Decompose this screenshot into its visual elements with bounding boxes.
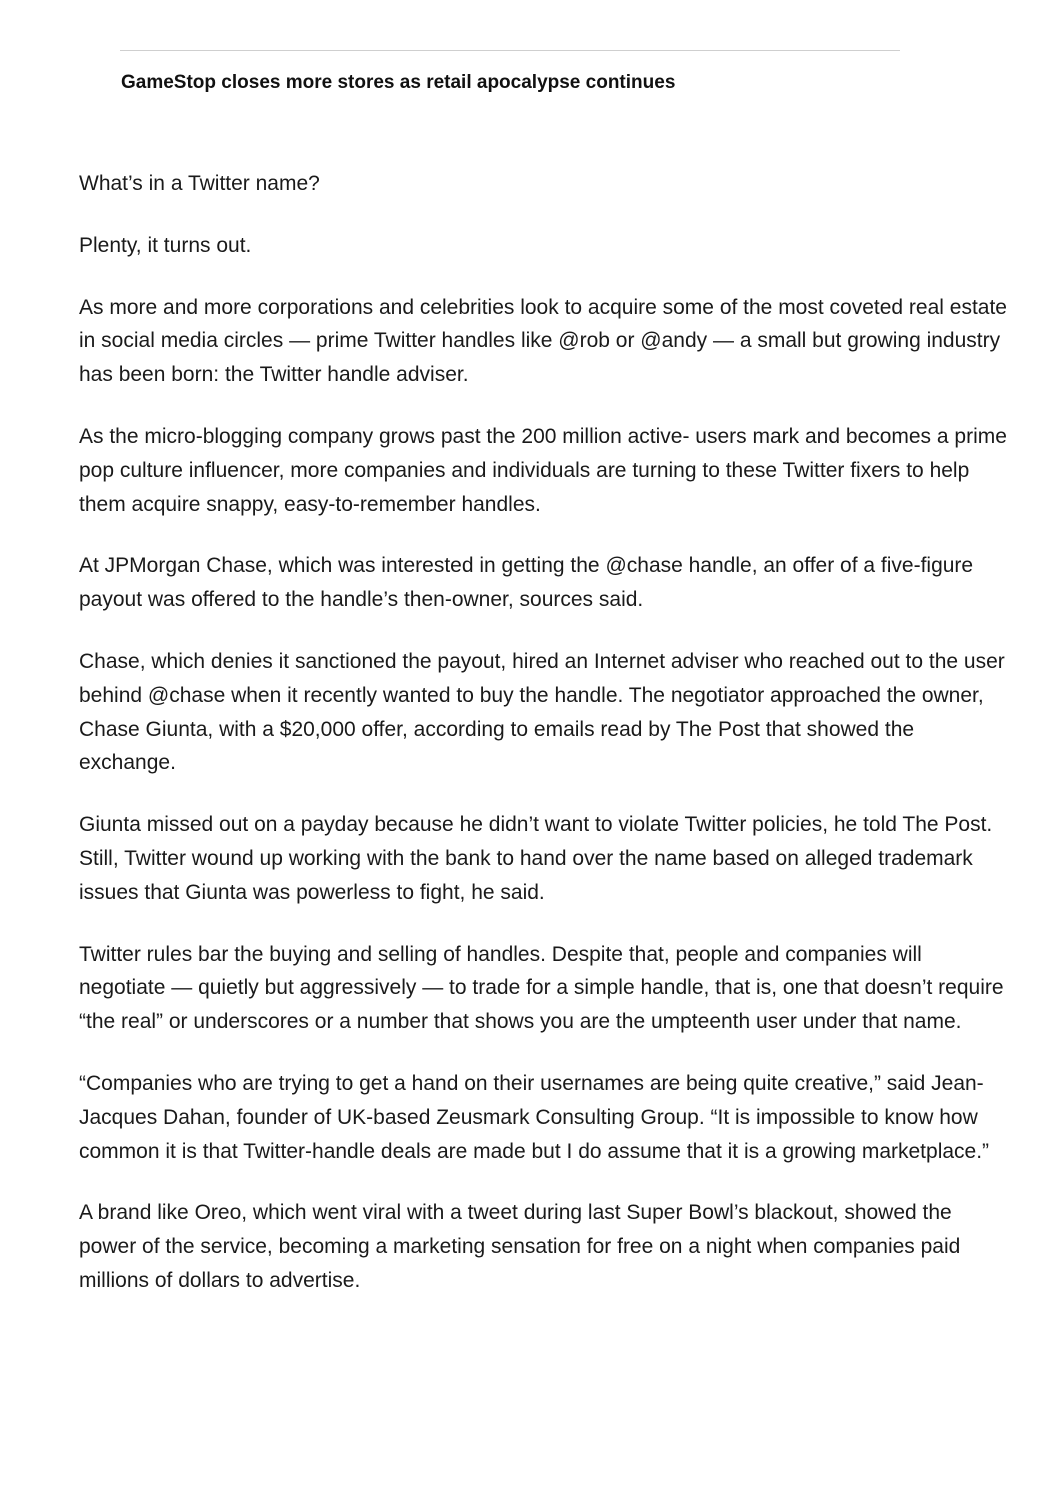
article-paragraph: Chase, which denies it sanctioned the payout, hired an Internet adviser who reached out to the user behind @chase when it recently wanted to buy the handle. The negotiator approached the owner, Chase Giunta, with a $20,000 offer, according to emails read by The Post that showed the exchange. [79, 649, 1005, 775]
related-article-link[interactable]: GameStop closes more stores as retail apocalypse continues [121, 72, 676, 93]
article-paragraph: What’s in a Twitter name? [79, 172, 320, 195]
article-paragraph: Giunta missed out on a payday because he didn’t want to violate Twitter policies, he told The Post. Still, Twitter wound up working with the bank to hand over the name based on alleged trademark issues that Giunta was powerless to fight, he said. [79, 813, 993, 904]
article-body [79, 167, 1009, 1326]
article-paragraph: As the micro-blogging company grows past the 200 million active- users mark and becomes a prime pop culture influencer, more companies and individuals are turning to these Twitter fixers to help them acquire snappy, easy-to-remember handles. [79, 424, 1007, 516]
article-paragraph: At JPMorgan Chase, which was interested in getting the @chase handle, an offer of a five-figure payout was offered to the handle’s then-owner, sources said. [79, 554, 974, 612]
article-paragraph: A brand like Oreo, which went viral with a tweet during last Super Bowl’s blackout, showed the power of the service, becoming a marketing sensation for free on a night when companies paid millions of dollars to advertise. [79, 1201, 961, 1292]
article-paragraph: “Companies who are trying to get a hand on their usernames are being quite creative,” said Jean-Jacques Dahan, founder of UK-based Zeusmark Consulting Group. “It is impossible to know how common it is that Twitter-handle deals are made but I do assume that it is a growing marketplace.” [79, 1071, 990, 1163]
article-paragraph: Twitter rules bar the buying and selling of handles. Despite that, people and companies will negotiate — quietly but aggressively — to trade for a simple handle, that is, one that doesn’t require “the real” or underscores or a number that shows you are the umpteenth user under that name. [79, 942, 1004, 1034]
article-paragraph: As more and more corporations and celebrities look to acquire some of the most coveted real estate in social media circles — prime Twitter handles like @rob or @andy — a small but growing industry has been born: the Twitter handle adviser. [79, 295, 1007, 387]
divider [120, 50, 900, 51]
article-paragraph: Plenty, it turns out. [79, 233, 252, 257]
